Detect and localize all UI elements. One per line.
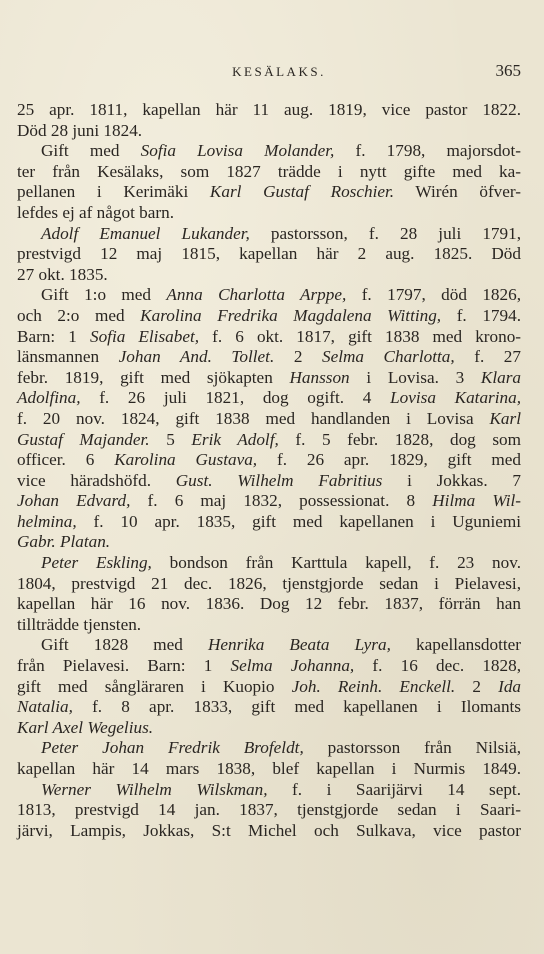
text-line <box>17 244 521 265</box>
text-span: f. 6 maj 1832, possessionat. 8 <box>130 491 433 511</box>
italic-name: Karl Gustaf Roschier. <box>209 182 395 202</box>
text-span: pastorsson från Nilsiä, <box>303 738 522 758</box>
text-line <box>17 285 521 306</box>
text-span: bondson från Karttula kapell, f. 23 nov. <box>151 553 521 573</box>
italic-name: Karolina Fredrika Magdalena Witting, <box>140 305 442 325</box>
text-span: Gift 1828 med <box>41 635 208 655</box>
text-span: i Lovisa. 3 <box>349 367 481 387</box>
text-span: gift med sångläraren i Kuopio <box>17 676 292 696</box>
text-line <box>17 738 521 759</box>
text-span: Gift med <box>41 141 141 161</box>
running-head: KESÄLAKS. <box>232 64 326 79</box>
text-line <box>17 121 521 142</box>
text-line <box>17 182 521 203</box>
text-span: febr. 1819, gift med sjökapten <box>17 367 290 387</box>
text-span: pastorsson, f. 28 juli 1791, <box>249 223 521 243</box>
page-number: 365 <box>495 61 521 80</box>
text-line <box>17 594 521 615</box>
italic-name: Hilma Wil- <box>432 491 521 511</box>
text-span: tillträdde tjensten. <box>17 614 142 634</box>
text-span: i Jokkas. 7 <box>382 470 521 490</box>
text-span: och 2:o med <box>17 305 141 325</box>
text-span: 27 okt. 1835. <box>17 264 108 284</box>
text-line <box>17 553 521 574</box>
text-span: f. 26 juli 1821, dog ogift. 4 <box>80 388 391 408</box>
text-line <box>17 780 521 801</box>
italic-name: Sofia Elisabet, <box>89 326 200 346</box>
text-line <box>17 512 521 533</box>
italic-name: Klara <box>480 367 521 387</box>
text-span: f. 26 apr. 1829, gift med <box>257 450 521 470</box>
italic-name: Henrika Beata Lyra, <box>208 635 391 655</box>
text-span: järvi, Lampis, Jokkas, S:t Michel och Sulkava, vice pastor <box>17 820 521 840</box>
page-header <box>17 60 521 84</box>
text-span: länsmannen <box>17 347 119 367</box>
italic-name: Lovisa Katarina, <box>390 388 521 408</box>
italic-name: Natalia, <box>17 697 73 717</box>
text-span: f. 1794. <box>441 305 521 325</box>
text-line <box>17 471 521 492</box>
text-span: f. 6 okt. 1817, gift 1838 med krono- <box>199 326 522 346</box>
italic-name: helmina, <box>17 511 77 531</box>
text-span: kapellan här 14 mars 1838, blef kapellan i Nurmis 1849. <box>17 759 521 778</box>
text-span: officer. 6 <box>17 450 115 470</box>
italic-name: Karl <box>489 408 521 428</box>
text-line <box>17 677 521 698</box>
text-span: Barn: 1 <box>17 326 90 346</box>
italic-name: Karolina Gustava, <box>114 450 258 470</box>
text-span: 2 <box>274 347 322 367</box>
text-span: f. 1797, död 1826, <box>346 285 521 305</box>
italic-name: Joh. Reinh. Enckell. <box>291 676 456 696</box>
text-line <box>17 347 521 368</box>
italic-name: Johan And. Tollet. <box>118 347 275 367</box>
italic-name: Selma Charlotta, <box>321 347 455 367</box>
italic-name: Anna Charlotta Arppe, <box>166 285 347 305</box>
text-span: Wirén öfver- <box>394 182 521 202</box>
text-line <box>17 265 521 286</box>
italic-name: Gabr. Platan. <box>17 532 111 552</box>
text-span: f. 10 apr. 1835, gift med kapellanen i Uguniemi <box>76 511 521 531</box>
text-span: pellanen i Kerimäki <box>17 182 210 202</box>
text-span: f. 5 febr. 1828, dog som <box>278 429 522 449</box>
text-line <box>17 800 521 821</box>
text-span: kapellan här 16 nov. 1836. Dog 12 febr. 1837, förrän han <box>17 594 521 614</box>
text-line <box>17 718 521 739</box>
italic-name: Karl Axel Wegelius. <box>17 717 154 737</box>
text-line <box>17 368 521 389</box>
text-line <box>17 491 521 512</box>
text-span: f. 1798, majorsdot- <box>334 141 521 161</box>
text-line <box>17 532 521 553</box>
text-line <box>17 430 521 451</box>
italic-name: Johan Edvard, <box>17 491 131 511</box>
text-span: 1813, prestvigd 14 jan. 1837, tjenstgjorde sedan i Saari- <box>17 800 521 820</box>
text-line <box>17 162 521 183</box>
text-line <box>17 656 521 677</box>
text-line <box>17 100 521 121</box>
text-line <box>17 224 521 245</box>
text-span: kapellansdotter <box>390 635 521 655</box>
italic-name: Selma Johanna, <box>230 656 355 676</box>
body-text <box>17 100 521 841</box>
text-line <box>17 388 521 409</box>
text-span: vice häradshöfd. <box>17 470 176 490</box>
text-span: f. 27 <box>454 347 521 367</box>
text-span: Gift 1:o med <box>41 285 167 305</box>
text-span: från Pielavesi. Barn: 1 <box>17 656 231 676</box>
text-line <box>17 141 521 162</box>
italic-name: Peter Johan Fredrik Brofeldt, <box>41 738 304 758</box>
text-line <box>17 635 521 656</box>
text-line <box>17 821 521 842</box>
italic-name: Sofia Lovisa Molander, <box>140 141 335 161</box>
text-line <box>17 697 521 718</box>
text-line <box>17 306 521 327</box>
text-line <box>17 450 521 471</box>
text-span: 2 <box>455 676 499 696</box>
text-span: f. i Saarijärvi 14 sept. <box>267 779 521 799</box>
text-line <box>17 203 521 224</box>
text-line <box>17 574 521 595</box>
text-line <box>17 759 521 780</box>
italic-name: Ida <box>498 676 522 696</box>
text-span: Död 28 juni 1824. <box>17 120 143 140</box>
italic-name: Peter Eskling, <box>41 553 152 573</box>
text-span: f. 20 nov. 1824, gift 1838 med handlanden i Lovisa <box>17 408 490 428</box>
text-span: ter från Kesälaks, som 1827 trädde i nytt gifte med ka- <box>17 161 521 181</box>
text-span: lefdes ej af något barn. <box>17 202 175 222</box>
italic-name: Hansson <box>289 367 350 387</box>
italic-name: Gust. Wilhelm Fabritius <box>175 470 383 490</box>
text-line <box>17 327 521 348</box>
text-line <box>17 409 521 430</box>
text-span: f. 16 dec. 1828, <box>354 656 521 676</box>
text-span: 5 <box>149 429 192 449</box>
text-line <box>17 615 521 636</box>
text-span: 1804, prestvigd 21 dec. 1826, tjenstgjorde sedan i Pielavesi, <box>17 573 521 593</box>
italic-name: Adolfina, <box>17 388 81 408</box>
text-span: 25 apr. 1811, kapellan här 11 aug. 1819, vice pastor 1822. <box>17 100 521 119</box>
text-span: prestvigd 12 maj 1815, kapellan här 2 aug. 1825. Död <box>17 244 521 264</box>
italic-name: Gustaf Majander. <box>17 429 150 449</box>
italic-name: Adolf Emanuel Lukander, <box>41 223 250 243</box>
italic-name: Erik Adolf, <box>191 429 279 449</box>
italic-name: Werner Wilhelm Wilskman, <box>41 779 268 799</box>
text-span: f. 8 apr. 1833, gift med kapellanen i Ilomants <box>72 697 521 717</box>
